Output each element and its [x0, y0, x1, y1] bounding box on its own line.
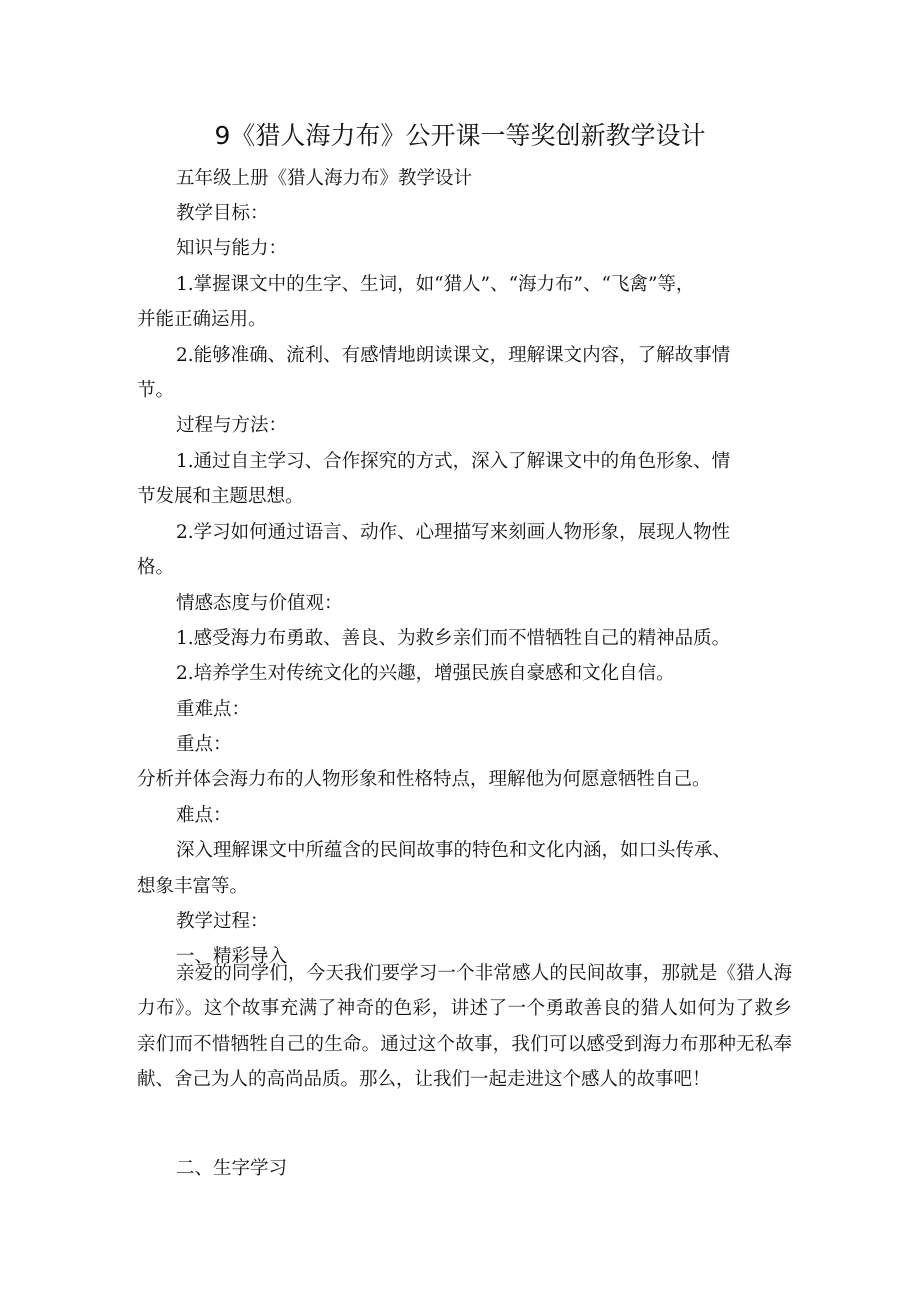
process-item-1-continued: 节发展和主题思想。 [137, 486, 304, 507]
key-difficult-heading: 重难点： [176, 699, 251, 720]
emotion-item-2: 2.培养学生对传统文化的兴趣，增强民族自豪感和文化自信。 [176, 663, 675, 684]
knowledge-item-2-continued: 节。 [137, 380, 175, 401]
difficult-point-text: 深入理解课文中所蕴含的民间故事的特色和文化内涵，如口头传承、 [176, 840, 732, 861]
difficult-point-heading: 难点： [176, 805, 232, 826]
knowledge-item-2: 2.能够准确、流利、有感情地朗读课文，理解课文内容，了解故事情 [176, 345, 731, 366]
emotion-values-heading: 情感态度与价值观： [176, 593, 343, 614]
key-point-heading: 重点： [176, 734, 232, 755]
section-2-heading: 二、生字学习 [176, 1158, 288, 1179]
knowledge-ability-heading: 知识与能力： [176, 238, 288, 259]
difficult-point-text-continued: 想象丰富等。 [137, 876, 249, 897]
teaching-goals-heading: 教学目标： [176, 203, 269, 224]
teaching-process-heading: 教学过程： [176, 911, 269, 932]
knowledge-item-1: 1.掌握课文中的生字、生词，如“猎人”、“海力布”、“飞禽”等， [176, 274, 695, 295]
section-1-paragraph: 亲爱的同学们，今天我们要学习一个非常感人的民间故事，那就是《猎人海力布》。这个故事充满了神奇的色彩，讲述了一个勇敢善良的猎人如何为了救乡亲们而不惜牺牲自己的生命。通过这个故事，我们可以感受到海力布那种无私奉献、舍己为人的高尚品质。那么，让我们一起走进这个感人的故事吧！ [137, 963, 792, 1091]
section-1-heading: 一、精彩导入 [176, 946, 288, 967]
subtitle: 五年级上册《猎人海力布》教学设计 [176, 168, 473, 189]
document-title: 9《猎人海力布》公开课一等奖创新教学设计 [214, 121, 706, 150]
process-method-heading: 过程与方法： [176, 415, 288, 436]
knowledge-item-1-continued: 并能正确运用。 [137, 309, 267, 330]
process-item-2: 2.学习如何通过语言、动作、心理描写来刻画人物形象，展现人物性 [176, 522, 731, 543]
emotion-item-1: 1.感受海力布勇敢、善良、为救乡亲们而不惜牺牲自己的精神品质。 [176, 628, 731, 649]
process-item-2-continued: 格。 [137, 557, 175, 578]
key-point-text: 分析并体会海力布的人物形象和性格特点，理解他为何愿意牺牲自己。 [137, 769, 711, 790]
process-item-1: 1.通过自主学习、合作探究的方式，深入了解课文中的角色形象、情 [176, 451, 731, 472]
